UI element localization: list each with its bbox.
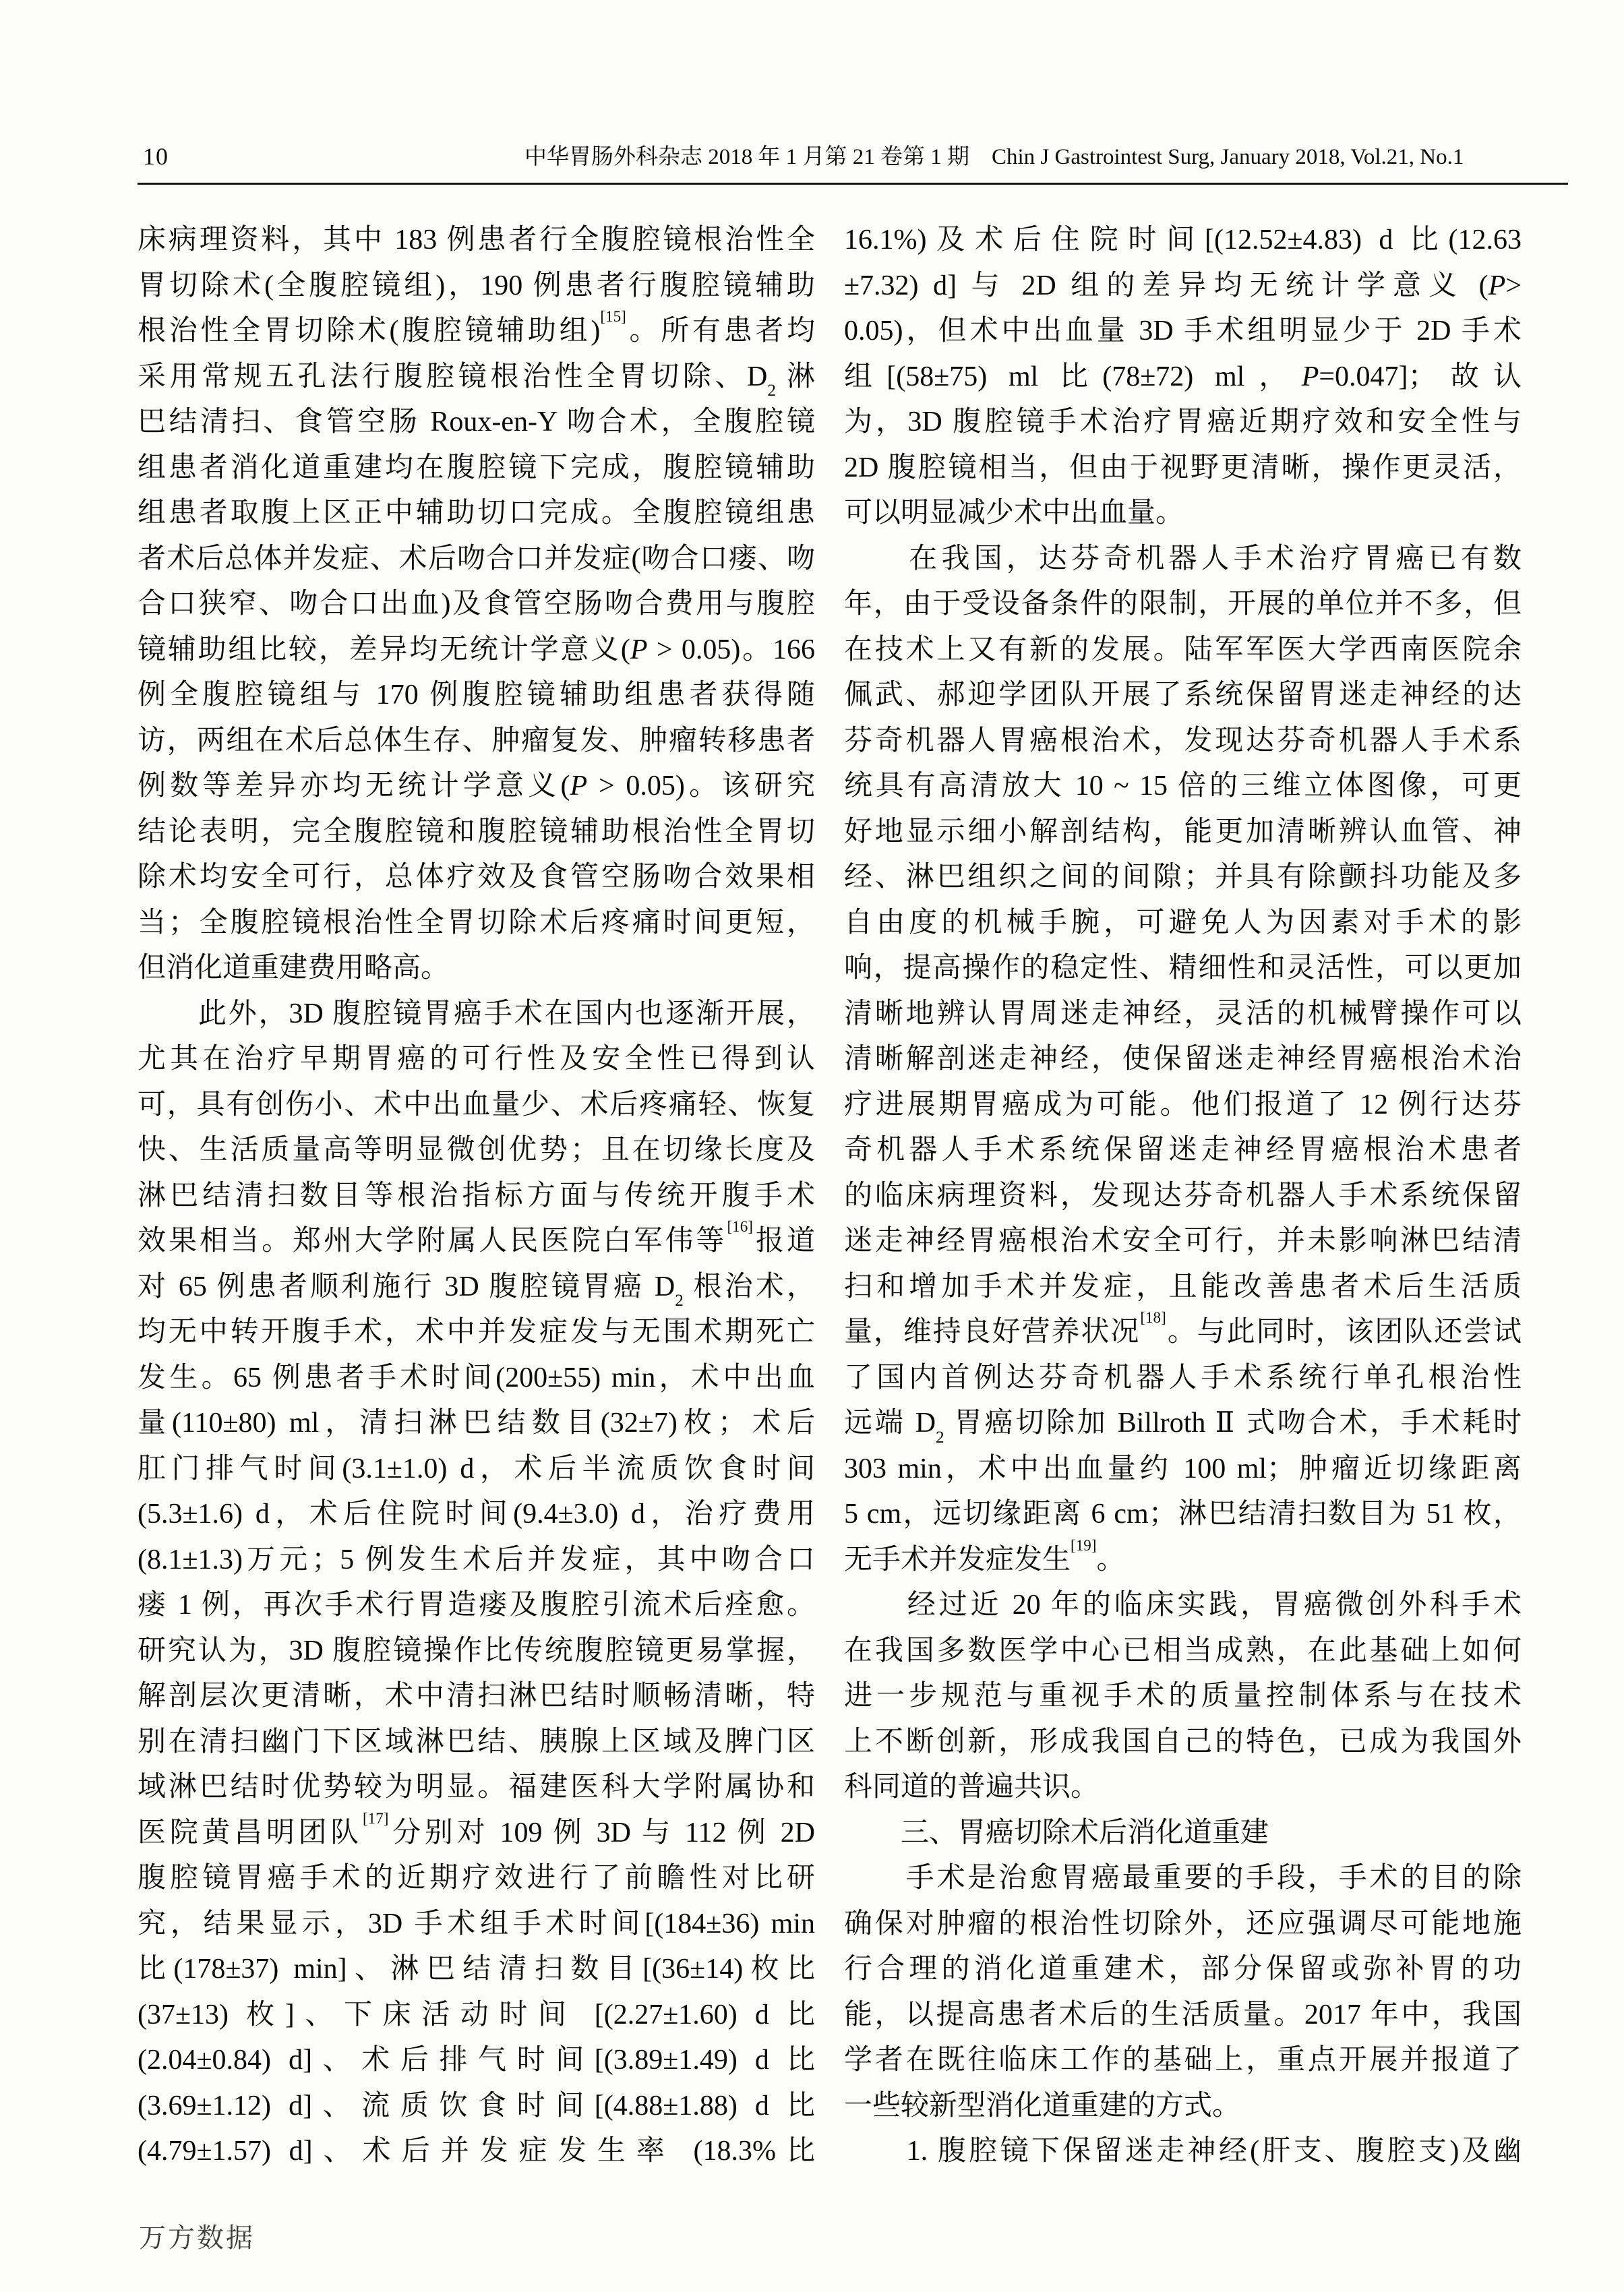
header-divider-rule	[138, 183, 1568, 185]
text-line: 域淋巴结时优势较为明显。福建医科大学附属协和	[138, 1772, 815, 1803]
text-line: 医院黄昌明团队[17]分别对 109 例 3D 与 112 例 2D	[138, 1809, 815, 1848]
text-line: 年，由于受设备条件的限制，开展的单位并不多，但	[844, 589, 1522, 620]
text-line: 303 min，术中出血量约 100 ml；肿瘤近切缘距离	[844, 1453, 1522, 1484]
text-line: 采用常规五孔法行腹腔镜根治性全胃切除、$D_2$ 淋	[138, 361, 815, 400]
text-line: 淋巴结清扫数目等根治指标方面与传统开腹手术	[138, 1180, 815, 1211]
text-line: 量，维持良好营养状况[18]。与此同时，该团队还尝试	[844, 1308, 1522, 1348]
text-line: 组患者消化道重建均在腹腔镜下完成，腹腔镜辅助	[138, 452, 815, 483]
text-line: 了国内首例达芬奇机器人手术系统行单孔根治性	[844, 1362, 1522, 1393]
text-line: 统具有高清放大 10 ~ 15 倍的三维立体图像，可更	[844, 771, 1522, 802]
text-line: ±7.32) d] 与 2D 组的差异均无统计学意义 (P>	[844, 270, 1522, 301]
text-line: 瘘 1 例，再次手术行胃造瘘及腹腔引流术后痊愈。	[138, 1590, 815, 1621]
text-line: 对 65 例患者顺利施行 3D 腹腔镜胃癌 $D_2$ 根治术，	[138, 1271, 815, 1310]
text-line: 响，提高操作的稳定性、精细性和灵活性，可以更加	[844, 953, 1522, 984]
text-line: 扫和增加手术并发症，且能改善患者术后生活质	[844, 1271, 1522, 1302]
text-line: 镜辅助组比较，差异均无统计学意义(P > 0.05)。166	[138, 634, 815, 665]
text-line: 佩武、郝迎学团队开展了系统保留胃迷走神经的达	[844, 680, 1522, 711]
text-line: 好地显示细小解剖结构，能更加清晰辨认血管、神	[844, 816, 1522, 847]
watermark-text: 万方数据	[139, 2223, 255, 2253]
left-column	[138, 218, 815, 2175]
text-line: 在技术上又有新的发展。陆军军医大学西南医院余	[844, 634, 1522, 665]
text-line: 究，结果显示，3D 手术组手术时间[(184±36) min	[138, 1908, 815, 1939]
text-line: 量(110±80) ml，清扫淋巴结数目(32±7)枚；术后	[138, 1408, 815, 1439]
text-line: 远端 $D_2$ 胃癌切除加 Billroth Ⅱ 式吻合术，手术耗时	[844, 1408, 1522, 1447]
text-line: 疗进展期胃癌成为可能。他们报道了 12 例行达芬	[844, 1089, 1522, 1120]
text-line: 在我国，达芬奇机器人手术治疗胃癌已有数	[844, 543, 1522, 574]
text-line: 研究认为，3D 腹腔镜操作比传统腹腔镜更易掌握，	[138, 1635, 815, 1666]
text-line: 16.1%)及术后住院时间[(12.52±4.83) d 比(12.63	[844, 224, 1522, 255]
text-line: 1. 腹腔镜下保留迷走神经(肝支、腹腔支)及幽	[844, 2136, 1522, 2167]
journal-header-title: 中华胃肠外科杂志 2018 年 1 月第 21 卷第 1 期 Chin J Gastrointest Surg, January 2018, Vol.21, No.1	[524, 145, 1464, 169]
text-line: (4.79±1.57) d]、术后并发症发生率 (18.3%比	[138, 2136, 815, 2167]
text-line: 除术均安全可行，总体疗效及食管空肠吻合效果相	[138, 862, 815, 893]
text-line: 但消化道重建费用略高。	[138, 953, 450, 984]
text-line: 2D 腹腔镜相当，但由于视野更清晰，操作更灵活，	[844, 452, 1522, 483]
text-line: 床病理资料，其中 183 例患者行全腹腔镜根治性全	[138, 224, 815, 255]
text-line: 组[(58±75) ml 比(78±72) ml，P=0.047]；故认	[844, 361, 1522, 392]
text-line: 例数等差异亦均无统计学意义(P > 0.05)。该研究	[138, 771, 815, 802]
text-line: 别在清扫幽门下区域淋巴结、胰腺上区域及脾门区	[138, 1726, 815, 1757]
text-line: 无手术并发症发生[19]。	[844, 1536, 1125, 1575]
text-line: 0.05)，但术中出血量 3D 手术组明显少于 2D 手术	[844, 315, 1522, 346]
text-line: (8.1±1.3)万元；5 例发生术后并发症，其中吻合口	[138, 1544, 815, 1575]
text-line: (37±13) 枚]、下床活动时间 [(2.27±1.60) d 比	[138, 1999, 815, 2030]
text-line: 清晰地辨认胃周迷走神经，灵活的机械臂操作可以	[844, 998, 1522, 1029]
text-line: (3.69±1.12) d]、流质饮食时间[(4.88±1.88) d 比	[138, 2090, 815, 2121]
page-number: 10	[143, 143, 169, 170]
text-line: 能，以提高患者术后的生活质量。2017 年中，我国	[844, 1999, 1522, 2030]
text-line: 的临床病理资料，发现达芬奇机器人手术系统保留	[844, 1180, 1522, 1211]
text-line: 自由度的机械手腕，可避免人为因素对手术的影	[844, 907, 1522, 938]
text-line: 进一步规范与重视手术的质量控制体系与在技术	[844, 1681, 1522, 1712]
text-line: 腹腔镜胃癌手术的近期疗效进行了前瞻性对比研	[138, 1863, 815, 1894]
text-line: 当；全腹腔镜根治性全胃切除术后疼痛时间更短，	[138, 907, 815, 938]
text-line: 合口狭窄、吻合口出血)及食管空肠吻合费用与腹腔	[138, 589, 815, 620]
text-line: 手术是治愈胃癌最重要的手段，手术的目的除	[844, 1863, 1522, 1894]
text-line: 迷走神经胃癌根治术安全可行，并未影响淋巴结清	[844, 1226, 1522, 1257]
text-line: 可，具有创伤小、术中出血量少、术后疼痛轻、恢复	[138, 1089, 815, 1120]
text-line: 尤其在治疗早期胃癌的可行性及安全性已得到认	[138, 1044, 815, 1075]
text-line: 5 cm，远切缘距离 6 cm；淋巴结清扫数目为 51 枚，	[844, 1499, 1522, 1530]
text-line: 效果相当。郑州大学附属人民医院白军伟等[16]报道	[138, 1217, 815, 1257]
text-line: 经过近 20 年的临床实践，胃癌微创外科手术	[844, 1590, 1522, 1621]
text-line: (2.04±0.84) d]、术后排气时间[(3.89±1.49) d 比	[138, 2045, 815, 2076]
text-line: 上不断创新，形成我国自己的特色，已成为我国外	[844, 1726, 1522, 1757]
text-line: 解剖层次更清晰，术中清扫淋巴结时顺畅清晰，特	[138, 1681, 815, 1712]
text-line: 学者在既往临床工作的基础上，重点开展并报道了	[844, 2045, 1522, 2076]
text-line: 可以明显减少术中出血量。	[844, 497, 1184, 529]
text-line: 科同道的普遍共识。	[844, 1772, 1100, 1803]
text-line: 三、胃癌切除术后消化道重建	[844, 1817, 1269, 1848]
text-line: 确保对肿瘤的根治性切除外，还应强调尽可能地施	[844, 1908, 1522, 1939]
text-line: 在我国多数医学中心已相当成熟，在此基础上如何	[844, 1635, 1522, 1666]
text-line: 肛门排气时间(3.1±1.0) d，术后半流质饮食时间	[138, 1453, 815, 1484]
text-line: 为，3D 腹腔镜手术治疗胃癌近期疗效和安全性与	[844, 406, 1522, 438]
text-line: 巴结清扫、食管空肠 Roux-en-Y 吻合术，全腹腔镜	[138, 406, 815, 438]
text-line: 一些较新型消化道重建的方式。	[844, 2090, 1241, 2121]
text-line: 胃切除术(全腹腔镜组)，190 例患者行腹腔镜辅助	[138, 270, 815, 301]
text-line: 例全腹腔镜组与 170 例腹腔镜辅助组患者获得随	[138, 680, 815, 711]
text-line: 访，两组在术后总体生存、肿瘤复发、肿瘤转移患者	[138, 725, 815, 756]
text-line: 行合理的消化道重建术，部分保留或弥补胃的功	[844, 1954, 1522, 1985]
text-line: 者术后总体并发症、术后吻合口并发症(吻合口瘘、吻	[138, 543, 815, 574]
text-line: 发生。65 例患者手术时间(200±55) min，术中出血	[138, 1362, 815, 1393]
text-line: 均无中转开腹手术，术中并发症发与无围术期死亡	[138, 1317, 815, 1348]
text-line: 奇机器人手术系统保留迷走神经胃癌根治术患者	[844, 1135, 1522, 1166]
text-line: 芬奇机器人胃癌根治术，发现达芬奇机器人手术系	[844, 725, 1522, 756]
text-line: 根治性全胃切除术(腹腔镜辅助组)[15]。所有患者均	[138, 307, 815, 346]
text-line: (5.3±1.6) d，术后住院时间(9.4±3.0) d，治疗费用	[138, 1499, 815, 1530]
text-line: 结论表明，完全腹腔镜和腹腔镜辅助根治性全胃切	[138, 816, 815, 847]
text-line: 此外，3D 腹腔镜胃癌手术在国内也逐渐开展，	[138, 998, 815, 1029]
text-line: 经、淋巴组织之间的间隙；并具有除颤抖功能及多	[844, 862, 1522, 893]
text-line: 快、生活质量高等明显微创优势；且在切缘长度及	[138, 1135, 815, 1166]
right-column	[844, 218, 1522, 2175]
text-line: 清晰解剖迷走神经，使保留迷走神经胃癌根治术治	[844, 1044, 1522, 1075]
text-line: 比(178±37) min]、淋巴结清扫数目[(36±14)枚比	[138, 1954, 815, 1985]
text-line: 组患者取腹上区正中辅助切口完成。全腹腔镜组患	[138, 497, 815, 529]
